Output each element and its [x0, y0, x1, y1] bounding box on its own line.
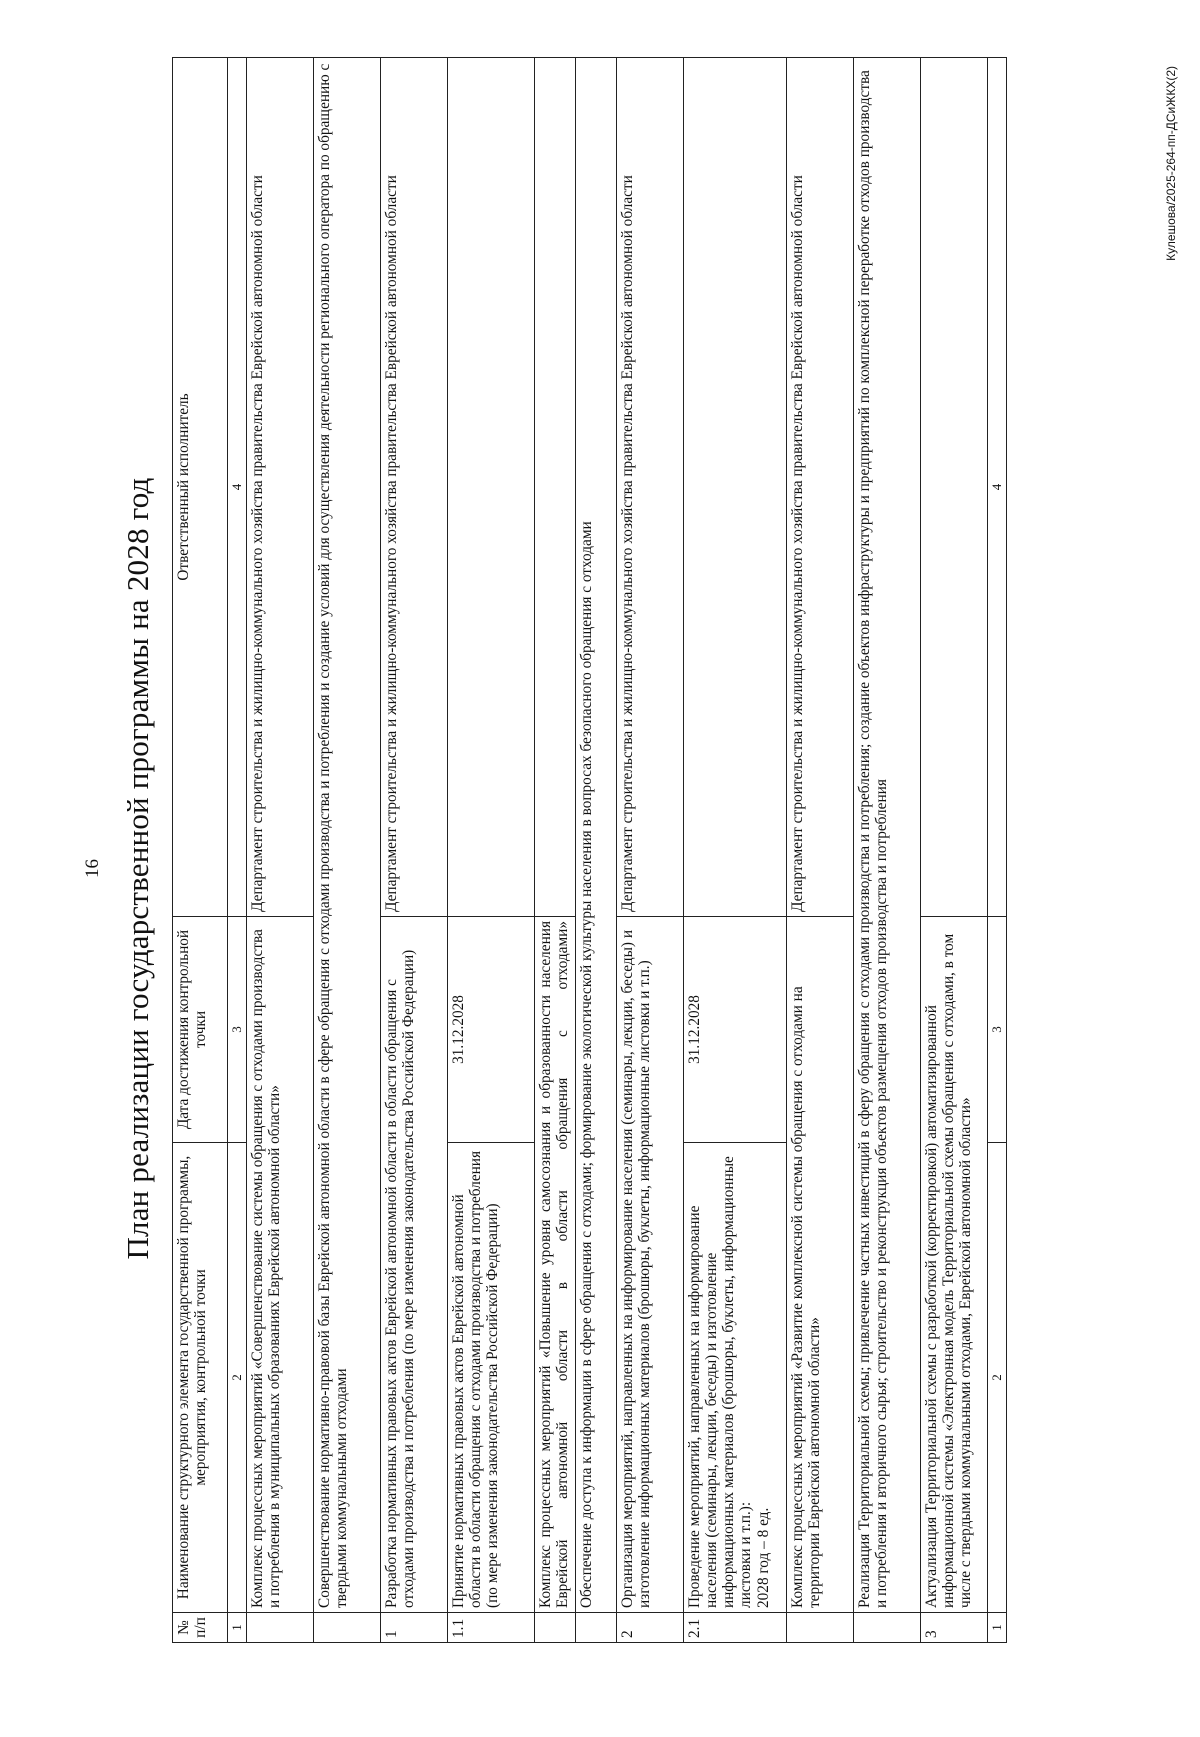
row-quantity: 2028 год – 8 ед.	[754, 1507, 772, 1608]
row-num: 1	[381, 1613, 448, 1643]
row-name: Комплекс процессных мероприятий «Развитие комплексной системы обращения с отходами на территории Еврейской автономной области»	[787, 917, 854, 1613]
table-row	[576, 58, 617, 1643]
column-index-row	[228, 58, 247, 1643]
row-name: Разработка нормативных правовых актов Еврейской автономной области в области обращения с отходами производства и потребления (по мере изменения законодательства Российской Федерации)	[381, 917, 448, 1613]
row-name: Принятие нормативных правовых актов Еврейской автономной области в области обращения с отходами производства и потребления (по мере изменения законодательства Российской Федерации)	[448, 1143, 535, 1613]
col-index-4: 4	[228, 58, 247, 917]
table-row	[535, 58, 576, 1643]
header-name: Наименование структурного элемента государственной программы, мероприятия, контрольной точки	[173, 1143, 228, 1613]
col-index-1: 1	[988, 1613, 1007, 1643]
row-num: 3	[921, 1613, 988, 1643]
col-index-2: 2	[988, 1143, 1007, 1613]
row-name: Проведение мероприятий, направленных на информирование населения (семинары, лекции, беседы) и изготовление информационных материалов (брошюры, буклеты, информационные листовки и т.п.):	[686, 1156, 755, 1608]
header-date: Дата достижения контрольной точки	[173, 917, 228, 1143]
table-row	[247, 58, 314, 1643]
table-row	[617, 58, 684, 1643]
col-index-1: 1	[228, 1613, 247, 1643]
row-num: 2.1	[684, 1613, 787, 1643]
row-exec: Департамент строительства и жилищно-коммунального хозяйства правительства Еврейской автономной области	[381, 58, 448, 917]
table-row	[921, 58, 988, 1643]
table-row	[381, 58, 448, 1643]
col-index-3: 3	[988, 917, 1007, 1143]
plan-table	[172, 57, 1007, 1643]
row-num: 1.1	[448, 1613, 535, 1643]
row-exec: Департамент строительства и жилищно-коммунального хозяйства правительства Еврейской автономной области	[787, 58, 854, 917]
row-task: Совершенствование нормативно-правовой базы Еврейской автономной области в сфере обращения с отходами производства и потребления и создание условий для осуществления деятельности регионального оператора по обращению с твердыми коммунальными отходами	[314, 58, 381, 1613]
row-name: Актуализация Территориальной схемы с разработкой (корректировкой) автоматизированной информационной системы «Электронная модель Территориальной схемы обращения с отходами, в том числе с твердыми коммунальными отходами, Еврейской автономной области»	[921, 917, 988, 1613]
header-exec: Ответственный исполнитель	[173, 58, 228, 917]
row-name: Организация мероприятий, направленных на информирование населения (семинары, лекции, беседы) и изготовление информационных материалов (брошюры, буклеты, информационные листовки и т.п.)	[617, 917, 684, 1613]
table-row	[448, 58, 535, 1643]
row-date: 31.12.2028	[684, 917, 787, 1143]
page-number: 16	[82, 859, 103, 878]
row-task: Реализация Территориальной схемы; привлечение частных инвестиций в сферу обращения с отходами производства и потребления; создание объектов инфраструктуры и предприятий по комплексной переработке отходов производства и потребления и вторичного сырья; строительство и реконструкция объектов размещения отходов производства и потребления	[854, 58, 921, 1613]
table-row	[314, 58, 381, 1643]
row-num: 2	[617, 1613, 684, 1643]
col-index-2: 2	[228, 1143, 247, 1613]
table-row	[854, 58, 921, 1643]
column-index-row-bottom	[988, 58, 1007, 1643]
row-exec: Департамент строительства и жилищно-коммунального хозяйства правительства Еврейской автономной области	[617, 58, 684, 917]
header-num: № п/п	[173, 1613, 228, 1643]
footer-doc-id: Кулешова/2025-264-пп-ДСиЖКХ(2)	[1164, 66, 1178, 261]
table-row	[684, 58, 787, 1643]
row-name: Комплекс процессных мероприятий «Повышение уровня самосознания и образованности населения Еврейской автономной области в области обращения с отходами»	[535, 917, 576, 1613]
row-task: Обеспечение доступа к информации в сфере обращения с отходами; формирование экологической культуры населения в вопросах безопасного обращения с отходами	[576, 58, 617, 1613]
row-date: 31.12.2028	[448, 917, 535, 1143]
col-index-3: 3	[228, 917, 247, 1143]
table-header-row	[173, 58, 228, 1643]
col-index-4: 4	[988, 58, 1007, 917]
row-exec: Департамент строительства и жилищно-коммунального хозяйства правительства Еврейской автономной области	[247, 58, 314, 917]
page-title: План реализации государственной программы на 2028 год	[120, 477, 155, 1260]
table-row	[787, 58, 854, 1643]
row-name: Комплекс процессных мероприятий «Совершенствование системы обращения с отходами производства и потребления в муниципальных образованиях Еврейской автономной области»	[247, 917, 314, 1613]
